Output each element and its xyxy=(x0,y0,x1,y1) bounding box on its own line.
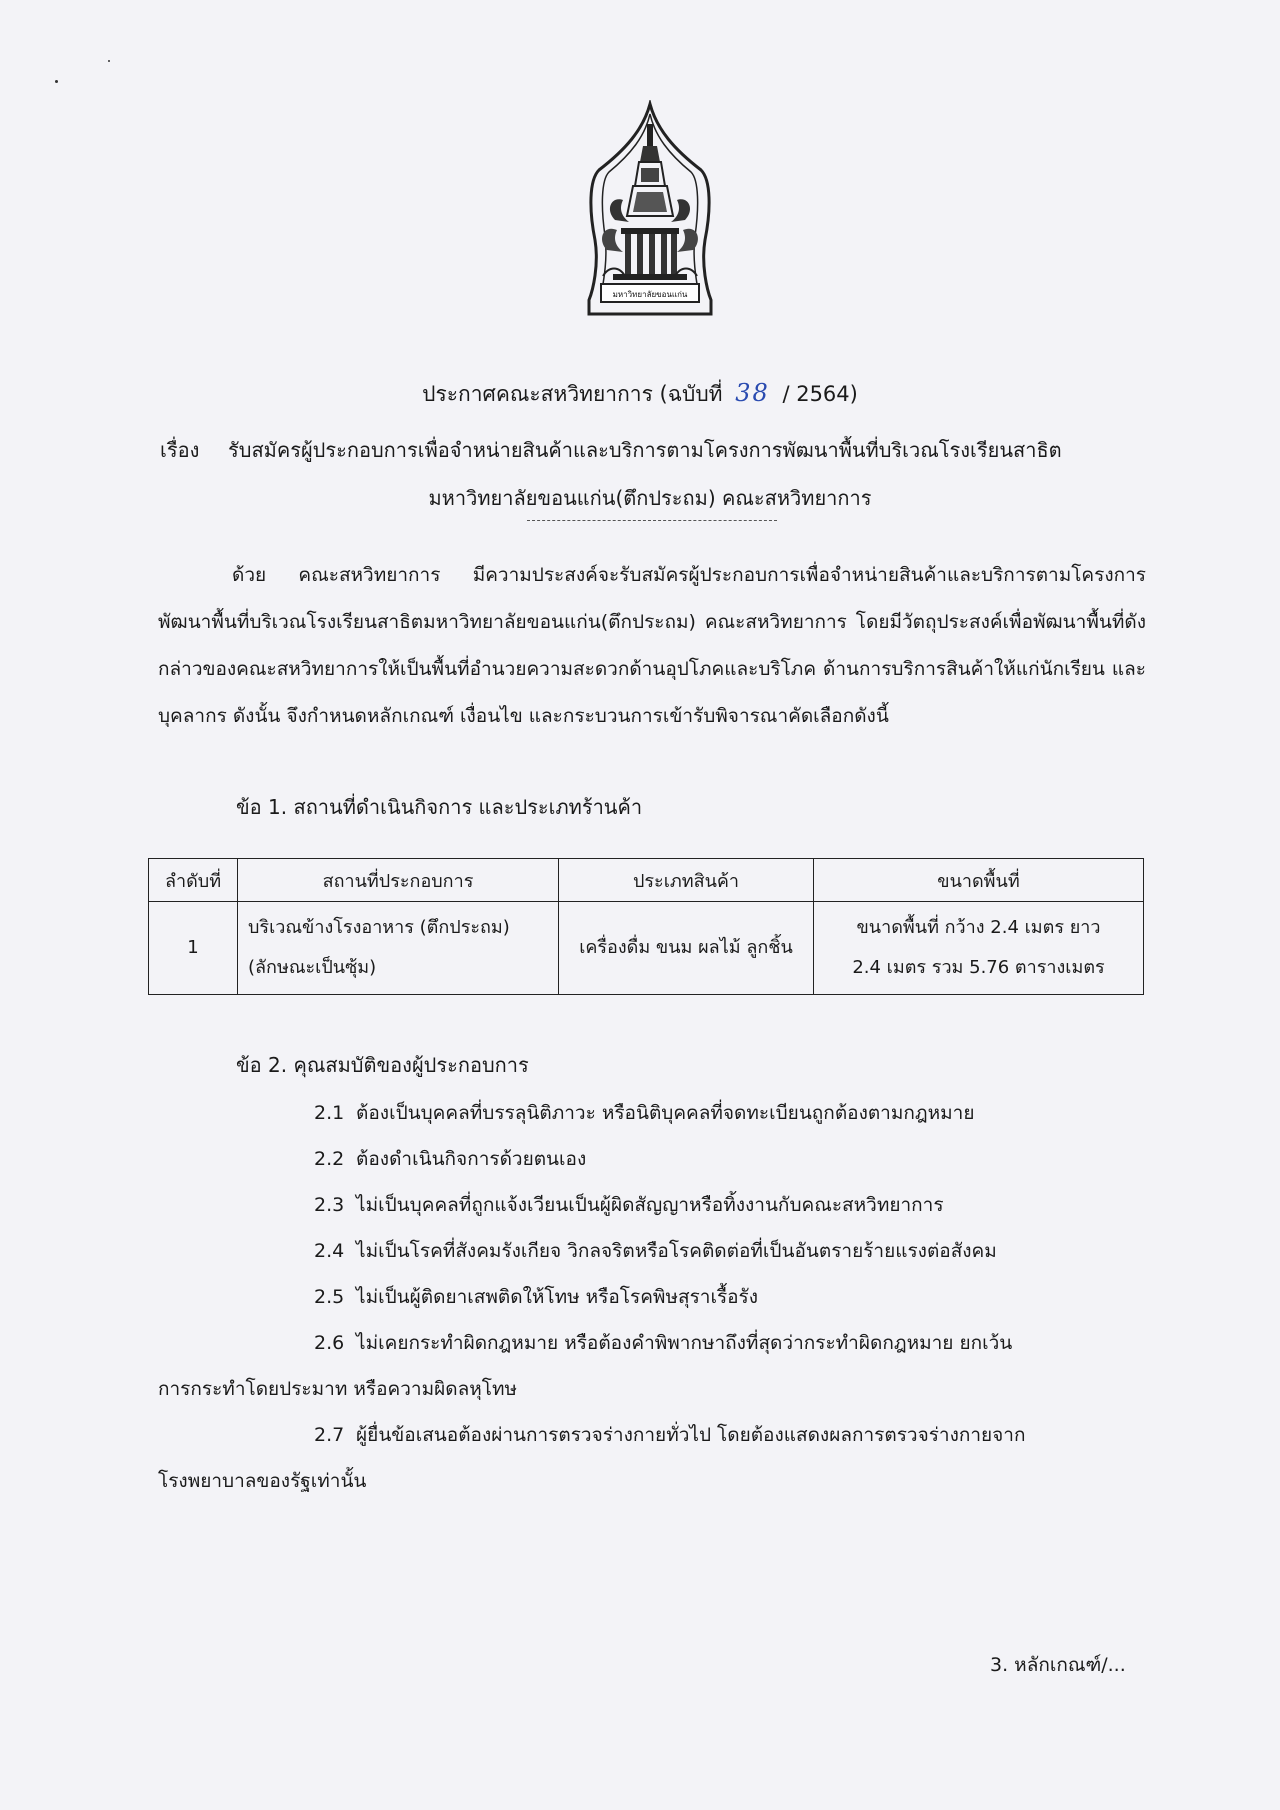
cell-goods: เครื่องดื่ม ขนม ผลไม้ ลูกชิ้น xyxy=(559,902,814,995)
section-1-title: ข้อ 1. สถานที่ดำเนินกิจการ และประเภทร้านค้า xyxy=(236,795,643,819)
cell-area-line-1: ขนาดพื้นที่ กว้าง 2.4 เมตร ยาว xyxy=(856,917,1101,938)
cell-location-line-2: (ลักษณะเป็นซุ้ม) xyxy=(248,957,377,978)
qualification-text-line-1: ไม่เคยกระทำผิดกฎหมาย หรือต้องคำพิพากษาถึงที่สุดว่ากระทำผิดกฎหมาย ยกเว้น xyxy=(356,1332,1013,1354)
qualification-number: 2.7 xyxy=(314,1424,345,1446)
cell-location xyxy=(238,902,559,995)
subject-line-1: รับสมัครผู้ประกอบการเพื่อจำหน่ายสินค้าและบริการตามโครงการพัฒนาพื้นที่บริเวณโรงเรียนสาธิต xyxy=(228,438,1062,462)
table-row xyxy=(149,902,1144,995)
cell-no: 1 xyxy=(149,902,238,995)
qualification-number: 2.4 xyxy=(314,1240,345,1262)
qualification-number: 2.3 xyxy=(314,1194,345,1216)
scan-speck xyxy=(108,60,110,62)
qualification-item xyxy=(314,1098,974,1128)
table-header-row xyxy=(149,859,1144,902)
qualification-text-line-1: ผู้ยื่นข้อเสนอต้องผ่านการตรวจร่างกายทั่วไป โดยต้องแสดงผลการตรวจร่างกายจาก xyxy=(356,1424,1026,1446)
qualification-text: ต้องเป็นบุคคลที่บรรลุนิติภาวะ หรือนิติบุคคลที่จดทะเบียนถูกต้องตามกฎหมาย xyxy=(356,1102,975,1124)
qualification-number: 2.2 xyxy=(314,1148,345,1170)
qualification-text: ไม่เป็นผู้ติดยาเสพติดให้โทษ หรือโรคพิษสุราเรื้อรัง xyxy=(356,1286,759,1308)
col-header-location: สถานที่ประกอบการ xyxy=(238,859,559,902)
announcement-subject xyxy=(160,426,1140,522)
cell-location-line-1: บริเวณข้างโรงอาหาร (ตึกประถม) xyxy=(248,917,510,938)
intro-paragraph: ด้วย คณะสหวิทยาการ มีความประสงค์จะรับสมัครผู้ประกอบการเพื่อจำหน่ายสินค้าและบริการตามโครงการพัฒนาพื้นที่บริเวณโรงเรียนสาธิตมหาวิทยาลัยขอนแก่น(ตึกประถม) คณะสหวิทยาการ โดยมีวัตถุประสงค์เพื่อพัฒนาพื้นที่ดังกล่าวของคณะสหวิทยาการให้เป็นพื้นที่อำนวยความสะดวกด้านอุปโภคและบริโภค ด้านการบริการสินค้าให้แก่นักเรียน และบุคลากร ดังนั้น จึงกำหนดหลักเกณฑ์ เงื่อนไข และกระบวนการเข้ารับพิจารณาคัดเลือกดังนี้ xyxy=(158,564,1146,727)
qualification-number: 2.5 xyxy=(314,1286,345,1308)
qualification-item xyxy=(314,1236,997,1266)
col-header-no: ลำดับที่ xyxy=(149,859,238,902)
col-header-area: ขนาดพื้นที่ xyxy=(814,859,1144,902)
qualification-item xyxy=(158,1412,1144,1504)
qualification-text-line-2: โรงพยาบาลของรัฐเท่านั้น xyxy=(158,1470,367,1492)
cell-area-line-2: 2.4 เมตร รวม 5.76 ตารางเมตร xyxy=(852,957,1105,978)
scan-speck xyxy=(55,80,58,83)
title-divider xyxy=(527,520,777,521)
subject-line-2: มหาวิทยาลัยขอนแก่น(ตึกประถม) คณะสหวิทยาการ xyxy=(428,486,872,510)
qualification-number: 2.1 xyxy=(314,1102,345,1124)
announcement-number: 38 xyxy=(735,379,770,407)
shop-table xyxy=(148,858,1144,995)
qualification-text: ต้องดำเนินกิจการด้วยตนเอง xyxy=(356,1148,587,1170)
seal-banner-text: มหาวิทยาลัยขอนแก่น xyxy=(612,290,688,299)
subject-label: เรื่อง xyxy=(160,438,200,462)
qualification-item xyxy=(314,1190,944,1220)
qualification-text: ไม่เป็นโรคที่สังคมรังเกียจ วิกลจริตหรือโรคติดต่อที่เป็นอันตรายร้ายแรงต่อสังคม xyxy=(356,1240,997,1262)
section-2-title: ข้อ 2. คุณสมบัติของผู้ประกอบการ xyxy=(236,1053,529,1077)
cell-area xyxy=(814,902,1144,995)
announcement-suffix: / 2564) xyxy=(782,382,858,406)
col-header-goods: ประเภทสินค้า xyxy=(559,859,814,902)
qualification-text: ไม่เป็นบุคคลที่ถูกแจ้งเวียนเป็นผู้ผิดสัญญาหรือทิ้งงานกับคณะสหวิทยาการ xyxy=(356,1194,944,1216)
qualification-text-line-2: การกระทำโดยประมาท หรือความผิดลหุโทษ xyxy=(158,1378,517,1400)
qualification-item xyxy=(314,1282,758,1312)
university-seal-icon xyxy=(585,100,715,336)
next-page-reference: 3. หลักเกณฑ์/... xyxy=(990,1654,1126,1676)
qualification-number: 2.6 xyxy=(314,1332,345,1354)
announcement-title xyxy=(0,378,1280,409)
qualification-item xyxy=(314,1144,586,1174)
announcement-prefix: ประกาศคณะสหวิทยาการ (ฉบับที่ xyxy=(422,382,723,406)
qualification-item xyxy=(158,1320,1144,1412)
